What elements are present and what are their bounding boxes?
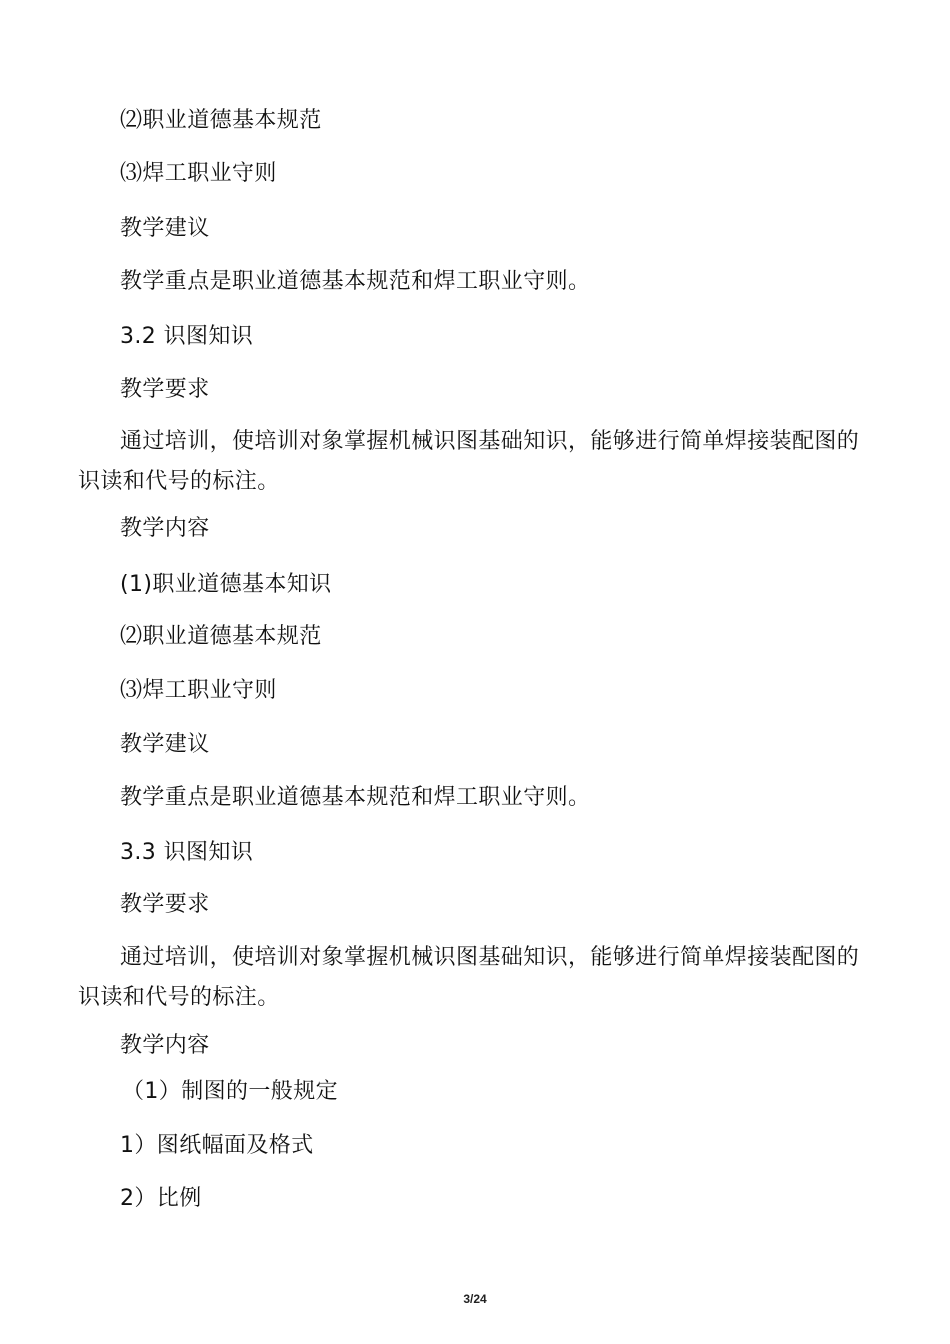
- list-item: (1)职业道德基本知识: [120, 572, 332, 597]
- section-label: 教学内容: [120, 516, 210, 541]
- section-label: 教学要求: [120, 892, 210, 917]
- section-label: 教学建议: [120, 732, 210, 757]
- list-item: 1）图纸幅面及格式: [120, 1133, 314, 1158]
- paragraph: 教学重点是职业道德基本规范和焊工职业守则。: [120, 785, 591, 810]
- paragraph: 通过培训，使培训对象掌握机械识图基础知识，能够进行简单焊接装配图的识读和代号的标注。: [78, 945, 860, 1010]
- section-heading: 3.2 识图知识: [120, 324, 254, 349]
- list-item: ⑶焊工职业守则: [120, 678, 277, 703]
- list-item: 2）比例: [120, 1186, 202, 1211]
- list-item: ⑵职业道德基本规范: [120, 624, 322, 649]
- list-item: ⑶焊工职业守则: [120, 161, 277, 186]
- paragraph: 通过培训，使培训对象掌握机械识图基础知识，能够进行简单焊接装配图的识读和代号的标注。: [78, 429, 860, 494]
- page-number: 3/24: [463, 1292, 487, 1306]
- section-heading: 3.3 识图知识: [120, 840, 254, 865]
- section-label: 教学建议: [120, 216, 210, 241]
- paragraph: 教学重点是职业道德基本规范和焊工职业守则。: [120, 269, 591, 294]
- list-item: ⑵职业道德基本规范: [120, 108, 322, 133]
- section-label: 教学内容: [120, 1033, 210, 1058]
- list-item: （1）制图的一般规定: [122, 1079, 338, 1104]
- section-label: 教学要求: [120, 377, 210, 402]
